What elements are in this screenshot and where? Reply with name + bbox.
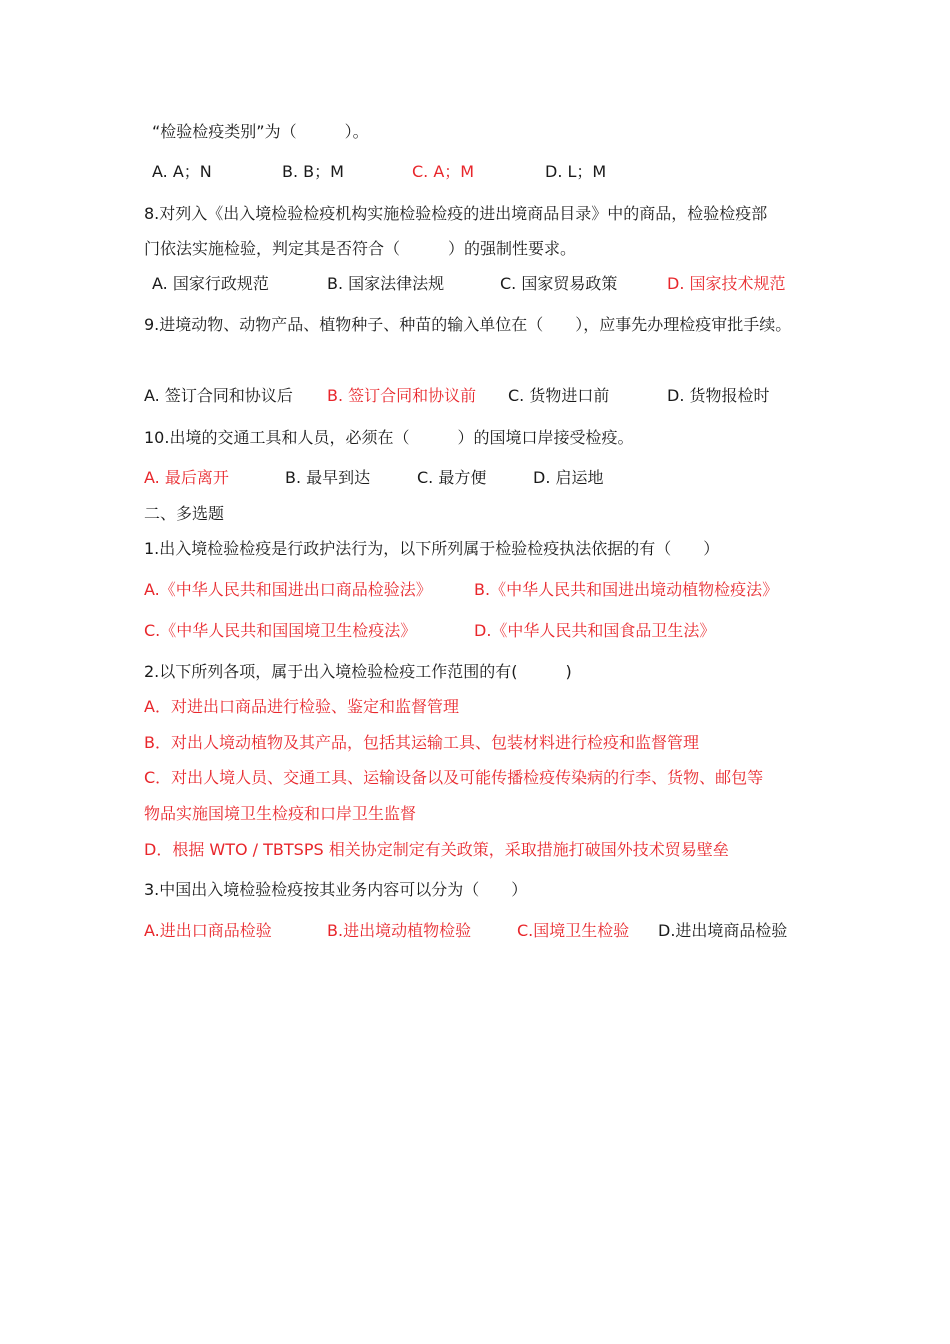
q7-stem: “检验检疫类别”为（ ）。 (152, 122, 369, 141)
m2-option-b: B．对出人境动植物及其产品，包括其运输工具、包装材料进行检疫和监督管理 (144, 733, 699, 752)
q8-option-c: C. 国家贸易政策 (500, 274, 618, 293)
q8-option-d-answer: D. 国家技术规范 (667, 274, 786, 293)
q8-option-a: A. 国家行政规范 (152, 274, 269, 293)
m2-option-c-line2: 物品实施国境卫生检疫和口岸卫生监督 (144, 804, 417, 823)
q10-option-d: D. 启运地 (533, 468, 604, 487)
m3-option-a: A.进出口商品检验 (144, 921, 272, 940)
q7-option-a: A. A；N (152, 162, 212, 181)
q10-option-b: B. 最早到达 (285, 468, 371, 487)
q8-stem-line2: 门依法实施检验，判定其是否符合（ ）的强制性要求。 (144, 239, 577, 258)
m1-stem: 1.出入境检验检疫是行政护法行为，以下所列属于检验检疫执法依据的有（ ） (144, 539, 720, 558)
m3-option-d: D.进出境商品检验 (658, 921, 788, 940)
q10-option-a-answer: A. 最后离开 (144, 468, 229, 487)
q10-option-c: C. 最方便 (417, 468, 487, 487)
q7-option-b: B. B；M (282, 162, 344, 181)
q8-stem-line1: 8.对列入《出入境检验检疫机构实施检验检疫的进出境商品目录》中的商品，检验检疫部 (144, 204, 768, 223)
m3-stem: 3.中国出入境检验检疫按其业务内容可以分为（ ） (144, 880, 528, 899)
q9-option-b-answer: B. 签订合同和协议前 (327, 386, 477, 405)
m2-option-c-line1: C．对出人境人员、交通工具、运输设备以及可能传播检疫传染病的行李、货物、邮包等 (144, 768, 764, 787)
q9-option-d: D. 货物报检时 (667, 386, 770, 405)
m3-option-c: C.国境卫生检验 (517, 921, 630, 940)
m2-option-d: D．根据 WTO / TBTSPS 相关协定制定有关政策，采取措施打破国外技术贸易壁垒 (144, 840, 729, 859)
m1-option-b: B.《中华人民共和国进出境动植物检疫法》 (474, 580, 779, 599)
m2-option-a: A．对进出口商品进行检验、鉴定和监督管理 (144, 697, 459, 716)
m2-stem: 2.以下所列各项，属于出入境检验检疫工作范围的有( ) (144, 662, 572, 681)
m1-option-d: D.《中华人民共和国食品卫生法》 (474, 621, 716, 640)
q7-option-d: D. L；M (545, 162, 607, 181)
q10-stem: 10.出境的交通工具和人员，必须在（ ）的国境口岸接受检疫。 (144, 428, 634, 447)
q8-option-b: B. 国家法律法规 (327, 274, 445, 293)
q9-option-a: A. 签订合同和协议后 (144, 386, 293, 405)
q7-option-c-answer: C. A；M (412, 162, 475, 181)
q9-option-c: C. 货物进口前 (508, 386, 610, 405)
m3-option-b: B.进出境动植物检验 (327, 921, 472, 940)
section2-title: 二、多选题 (144, 504, 225, 523)
m1-option-c: C.《中华人民共和国国境卫生检疫法》 (144, 621, 417, 640)
q9-stem: 9.进境动物、动物产品、植物种子、种苗的输入单位在（ ），应事先办理检疫审批手续。 (144, 315, 792, 334)
m1-option-a: A.《中华人民共和国进出口商品检验法》 (144, 580, 432, 599)
